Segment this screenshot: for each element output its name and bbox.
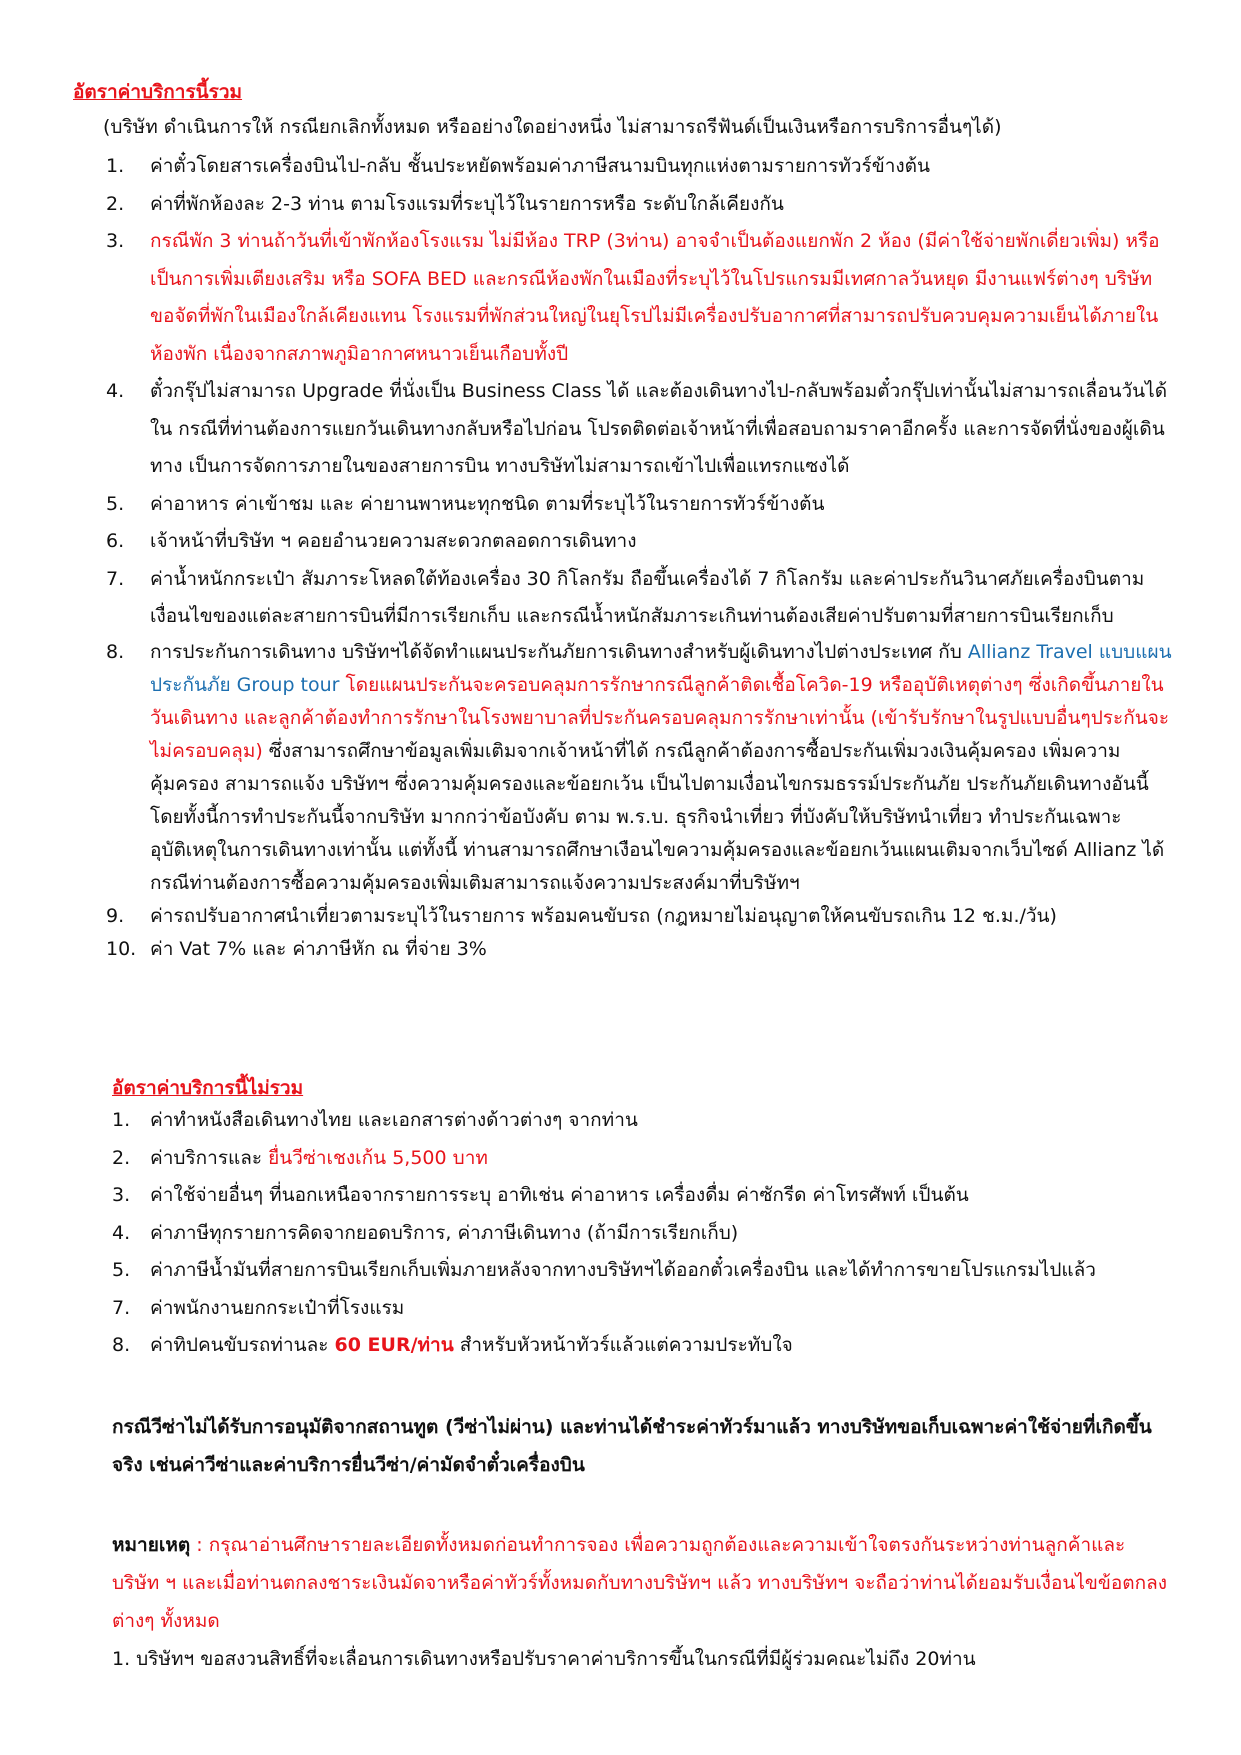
list-item: 8. ค่าทิปคนขับรถท่านละ 60 EUR/ท่าน สำหรับหัวหน้าทัวร์แล้วแต่ความประทับใจ xyxy=(112,1334,793,1356)
excluded-list xyxy=(0,1102,1241,1365)
list-item: 5. ค่าภาษีน้ำมันที่สายการบินเรียกเก็บเพิ่มภายหลังจากทางบริษัทฯได้ออกตั๋วเครื่องบิน และได้ทำการขายโปรแกรมไปแล้ว xyxy=(112,1259,1096,1281)
remark-text: กรุณาอ่านศึกษารายละเอียดทั้งหมดก่อนทำการจอง เพื่อความถูกต้องและความเข้าใจตรงกันระหว่างท่านลูกค้าและบริษัท ฯ และเมื่อท่านตกลงชาระเงินมัดจาหรือค่าทัวร์ทั้งหมดกับทางบริษัทฯ แล้ว ทางบริษัทฯ จะถือว่าท่านได้ยอมรับเงื่อนไขข้อตกลงต่างๆ ทั้งหมด xyxy=(112,1534,1168,1632)
remark: หมายเหตุ : กรุณาอ่านศึกษารายละเอียดทั้งหมดก่อนทำการจอง เพื่อความถูกต้องและความเข้าใจตรงกันระหว่างท่านลูกค้าและบริษัท ฯ และเมื่อท่านตกลงชาระเงินมัดจาหรือค่าทัวร์ทั้งหมดกับทางบริษัทฯ แล้ว ทางบริษัทฯ จะถือว่าท่านได้ยอมรับเงื่อนไขข้อตกลงต่างๆ ทั้งหมด xyxy=(112,1534,1168,1632)
list-item: 3. กรณีพัก 3 ท่านถ้าวันที่เข้าพักห้องโรงแรม ไม่มีห้อง TRP (3ท่าน) อาจจำเป็นต้องแยกพัก 2 ห้อง (มีค่าใช้จ่ายพักเดี่ยวเพิ่ม) หรือเป็นการเพิ่มเตียงเสริม หรือ SOFA BED และกรณีห้องพักในเมืองที่ระบุไว้ในโปรแกรมมีเทศกาลวันหยุด มีงานแฟร์ต่างๆ บริษัทขอจัดที่พักในเมืองใกล้เคียงแทน โรงแรมที่พักส่วนใหญ่ในยุโรปไม่มีเครื่องปรับอากาศที่สามารถปรับควบคุมความเย็นได้ภายในห้องพัก เนื่องจากสภาพภูมิอากาศหนาวเย็นเกือบทั้งปี xyxy=(106,230,1160,365)
included-subtitle: (บริษัท ดำเนินการให้ กรณียกเลิกทั้งหมด หรืออย่างใดอย่างหนึ่ง ไม่สามารถรีฟันด์เป็นเงินหรือการบริการอื่นๆได้) xyxy=(103,116,1002,138)
list-item: 3. ค่าใช้จ่ายอื่นๆ ที่นอกเหนือจากรายการระบุ อาทิเช่น ค่าอาหาร เครื่องดื่ม ค่าซักรีด ค่าโทรศัพท์ เป็นต้น xyxy=(112,1184,969,1206)
last-line: 1. บริษัทฯ ขอสงวนสิทธิ์ที่จะเลื่อนการเดินทางหรือปรับราคาค่าบริการขึ้นในกรณีที่มีผู้ร่วมคณะไม่ถึง 20ท่าน xyxy=(112,1648,976,1670)
list-item: 4. ตั๋วกรุ๊ปไม่สามารถ Upgrade ที่นั่งเป็น Business Class ได้ และต้องเดินทางไป-กลับพร้อมตั๋วกรุ๊ปเท่านั้นไม่สามารถเลื่อนวันได้ ใน กรณีที่ท่านต้องการแยกวันเดินทางกลับหรือไปก่อน โปรดติดต่อเจ้าหน้าที่เพื่อสอบถามราคาอีกครั้ง และการจัดที่นั่งของผู้เดินทาง เป็นการจัดการภายในของสายการบิน ทางบริษัทไม่สามารถเข้าไปเพื่อแทรกแซงได้ xyxy=(106,380,1168,477)
list-item: 9. ค่ารถปรับอากาศนำเที่ยวตามระบุไว้ในรายการ พร้อมคนขับรถ (กฎหมายไม่อนุญาตให้คนขับรถเกิน 12 ช.ม./วัน) xyxy=(106,904,1057,927)
visa-note: กรณีวีซ่าไม่ได้รับการอนุมัติจากสถานทูต (วีซ่าไม่ผ่าน) และท่านได้ชำระค่าทัวร์มาแล้ว ทางบริษัทขอเก็บเฉพาะค่าใช้จ่ายที่เกิดขึ้นจริง เช่นค่าวีซ่าและค่าบริการยื่นวีซ่า/ค่ามัดจำตั๋วเครื่องบิน xyxy=(112,1416,1152,1476)
list-item: 5. ค่าอาหาร ค่าเข้าชม และ ค่ายานพาหนะทุกชนิด ตามที่ระบุไว้ในรายการทัวร์ข้างต้น xyxy=(106,492,825,515)
list-item: 10. ค่า Vat 7% และ ค่าภาษีหัก ณ ที่จ่าย 3% xyxy=(106,937,487,960)
list-item: 4. ค่าภาษีทุกรายการคิดจากยอดบริการ, ค่าภาษีเดินทาง (ถ้ามีการเรียกเก็บ) xyxy=(112,1221,739,1244)
included-heading: อัตราค่าบริการนี้รวม xyxy=(73,81,243,103)
remark-label: หมายเหตุ xyxy=(112,1534,191,1556)
included-list xyxy=(0,148,1241,966)
list-item: 2. ค่าบริการและ ยื่นวีซ่าเชงเก้น 5,500 บาท xyxy=(112,1146,488,1169)
excluded-heading: อัตราค่าบริการนี้ไม่รวม xyxy=(112,1077,304,1099)
list-item: 8. การประกันการเดินทาง บริษัทฯได้จัดทำแผนประกันภัยการเดินทางสำหรับผู้เดินทางไปต่างประเทศ กับ Allianz Travel แบบแผนประกันภัย Group tour โดยแผนประกันจะครอบคลุมการรักษากรณีลูกค้าติดเชื้อโควิด-19 หรืออุบัติเหตุต่างๆ ซึ่งเกิดขึ้นภายในวันเดินทาง และลูกค้าต้องทำการรักษาในโรงพยาบาลที่ประกันครอบคลุมการรักษาเท่านั้น (เข้ารับรักษาในรูปแบบอื่นๆประกันจะไม่ครอบคลุม) ซึ่งสามารถศึกษาข้อมูลเพิ่มเติมจากเจ้าหน้าที่ได้ กรณีลูกค้าต้องการซื้อประกันเพิ่มวงเงินคุ้มครอง เพิ่มความคุ้มครอง สามารถแจ้ง บริษัทฯ ซึ่งความคุ้มครองและข้อยกเว้น เป็นไปตามเงื่อนไขกรมธรรม์ประกันภัย ประกันภัยเดินทางอันนี้โดยทั้งนี้การทำประกันนี้จากบริษัท มากกว่าข้อบังคับ ตาม พ.ร.บ. ธุรกิจนำเที่ยว ที่บังคับให้บริษัทนำเที่ยว ทำประกันเฉพาะอุบัติเหตุในการเดินทางเท่านั้น แต่ทั้งนี้ ท่านสามารถศึกษาเงือนไขความคุ้มครองและข้อยกเว้นแผนเติมจากเว็บไซด์ Allianz ได้กรณีท่านต้องการซื้อความคุ้มครองเพิ่มเติมสามารถแจ้งความประสงค์มาที่บริษัทฯ xyxy=(106,640,1172,894)
list-item: 7. ค่าน้ำหนักกระเป๋า สัมภาระโหลดใต้ท้องเครื่อง 30 กิโลกรัม ถือขึ้นเครื่องได้ 7 กิโลกรัม และค่าประกันวินาศภัยเครื่องบินตามเงื่อนไขของแต่ละสายการบินที่มีการเรียกเก็บ และกรณีน้ำหนักสัมภาระเกินท่านต้องเสียค่าปรับตามที่สายการบินเรียกเก็บ xyxy=(106,567,1145,627)
list-item: 2. ค่าที่พักห้องละ 2-3 ท่าน ตามโรงแรมที่ระบุไว้ในรายการหรือ ระดับใกล้เคียงกัน xyxy=(106,192,784,215)
list-item: 1. ค่าทำหนังสือเดินทางไทย และเอกสารต่างด้าวต่างๆ จากท่าน xyxy=(112,1109,638,1131)
list-item: 6. เจ้าหน้าที่บริษัท ฯ คอยอำนวยความสะดวกตลอดการเดินทาง xyxy=(106,530,637,552)
list-item: 1. ค่าตั๋วโดยสารเครื่องบินไป-กลับ ชั้นประหยัดพร้อมค่าภาษีสนามบินทุกแห่งตามรายการทัวร์ข้างต้น xyxy=(106,155,930,177)
insurer-link-text: Allianz Travel แบบแผนประกันภัย Group tour xyxy=(150,640,1172,696)
list-item: 7. ค่าพนักงานยกกระเป๋าที่โรงแรม xyxy=(112,1296,405,1319)
